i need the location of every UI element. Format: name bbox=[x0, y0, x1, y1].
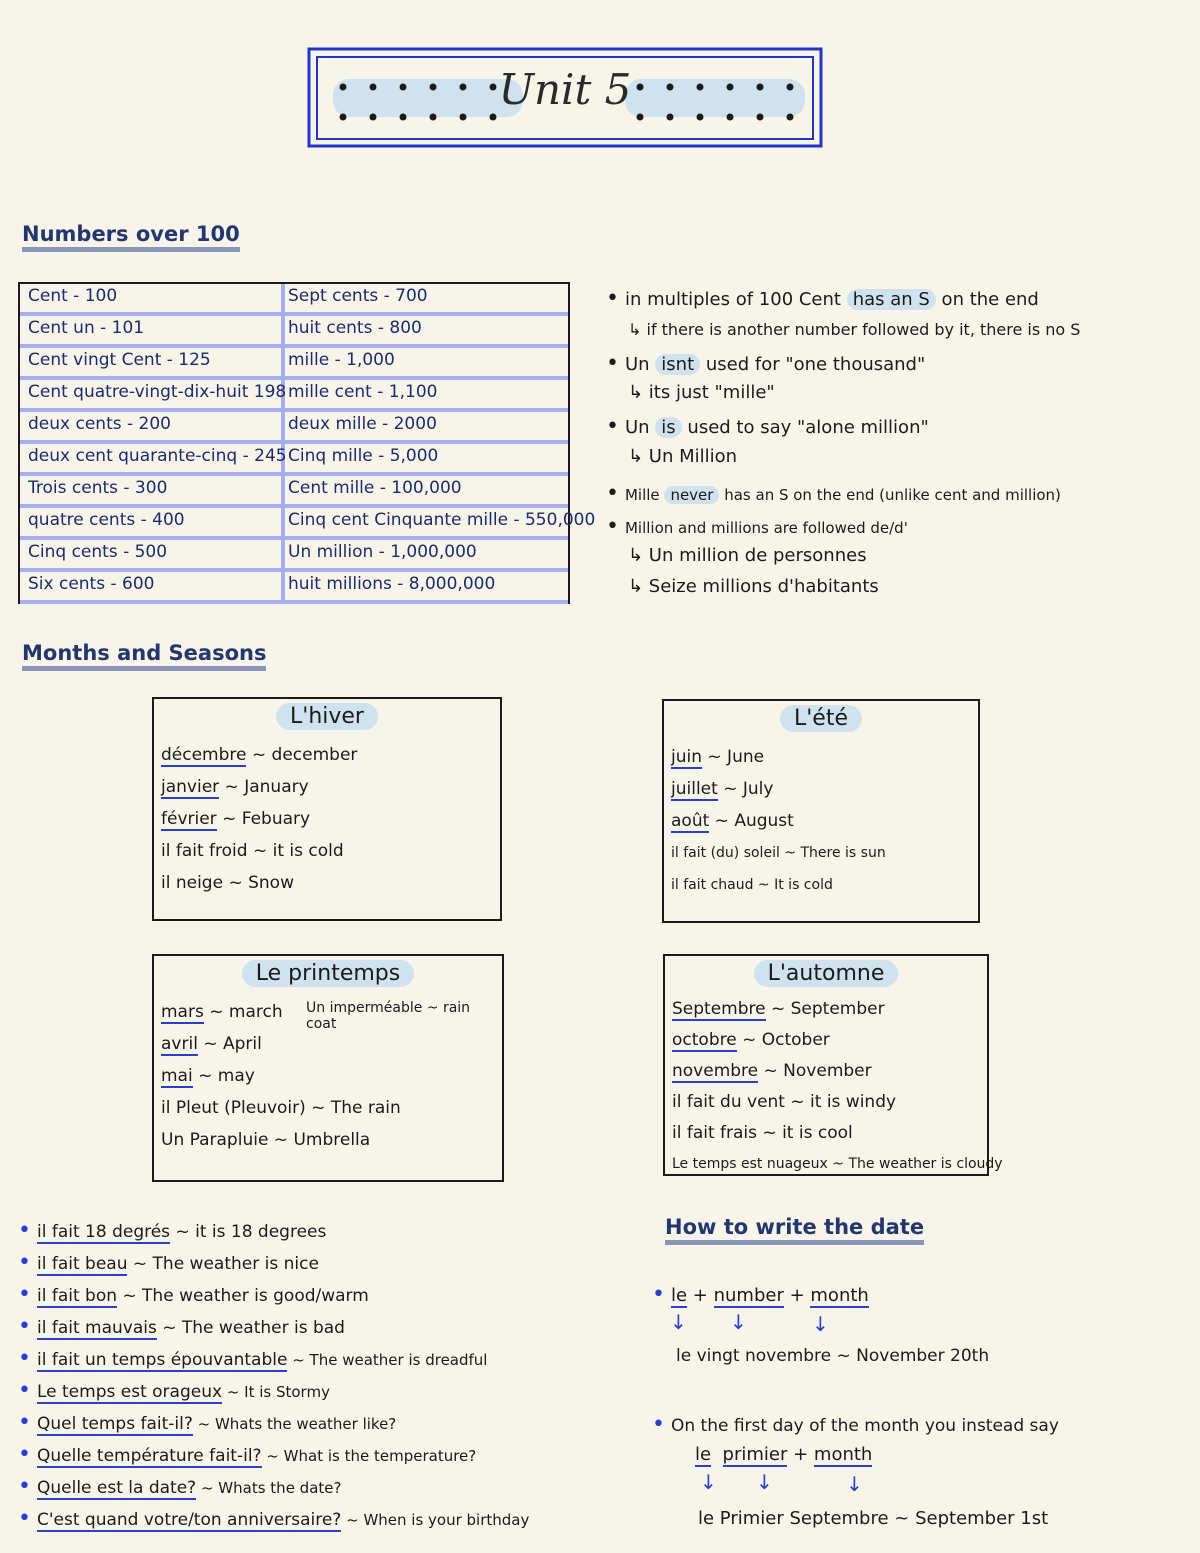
arrow-down-icon: ↓ bbox=[730, 1310, 747, 1334]
season-line: Un Parapluie ~ Umbrella bbox=[161, 1130, 371, 1150]
table-row bbox=[20, 348, 568, 380]
table-row bbox=[20, 540, 568, 572]
number-right: Cent mille - 100,000 bbox=[288, 478, 462, 498]
season-line: avril ~ April bbox=[161, 1034, 262, 1054]
ruled-line bbox=[20, 600, 568, 604]
number-left: Cent - 100 bbox=[28, 286, 118, 306]
season-title-printemps: Le printemps bbox=[242, 960, 414, 987]
bullet-icon: • bbox=[18, 1474, 31, 1499]
table-row bbox=[20, 316, 568, 348]
number-right: mille cent - 1,100 bbox=[288, 382, 438, 402]
season-line: il fait du vent ~ it is windy bbox=[672, 1092, 897, 1112]
number-right: huit cents - 800 bbox=[288, 318, 422, 338]
season-line: mai ~ may bbox=[161, 1066, 255, 1086]
number-left: Trois cents - 300 bbox=[28, 478, 168, 498]
season-line: Septembre ~ September bbox=[672, 999, 885, 1019]
number-note: • Mille never has an S on the end (unlike cent and million) bbox=[606, 481, 1061, 506]
bullet-icon: • bbox=[606, 481, 619, 506]
date-rule-2: • On the first day of the month you instead say bbox=[652, 1412, 1059, 1437]
season-line: mars ~ march bbox=[161, 1002, 283, 1022]
weather-phrase-list bbox=[18, 1215, 578, 1535]
season-line: juillet ~ July bbox=[671, 779, 774, 799]
number-left: deux cent quarante-cinq - 245 bbox=[28, 446, 287, 466]
season-line: août ~ August bbox=[671, 811, 794, 831]
season-hiver bbox=[152, 697, 502, 921]
season-line: octobre ~ October bbox=[672, 1030, 830, 1050]
table-row bbox=[20, 284, 568, 316]
number-left: Cent un - 101 bbox=[28, 318, 145, 338]
season-line: il neige ~ Snow bbox=[161, 873, 294, 893]
list-item: • Quelle est la date? ~ Whats the date? bbox=[18, 1474, 342, 1499]
bullet-icon: • bbox=[18, 1346, 31, 1371]
season-ete bbox=[662, 699, 980, 923]
season-title-hiver: L'hiver bbox=[276, 703, 378, 730]
list-item: • C'est quand votre/ton anniversaire? ~ When is your birthday bbox=[18, 1506, 530, 1531]
number-right: Cinq cent Cinquante mille - 550,000 bbox=[288, 510, 596, 530]
season-line: il fait froid ~ it is cold bbox=[161, 841, 344, 861]
table-row bbox=[20, 572, 568, 604]
date-heading: How to write the date bbox=[665, 1215, 924, 1245]
season-title-ete: L'été bbox=[780, 705, 862, 732]
bullet-icon: • bbox=[18, 1314, 31, 1339]
bullet-icon: • bbox=[18, 1282, 31, 1307]
number-right: huit millions - 8,000,000 bbox=[288, 574, 496, 594]
season-line: il fait frais ~ it is cool bbox=[672, 1123, 853, 1143]
number-left: quatre cents - 400 bbox=[28, 510, 185, 530]
number-note: • Un is used to say "alone million" bbox=[606, 414, 929, 439]
bullet-icon: • bbox=[18, 1410, 31, 1435]
number-left: deux cents - 200 bbox=[28, 414, 171, 434]
list-item: • Quel temps fait-il? ~ Whats the weather like? bbox=[18, 1410, 397, 1435]
number-note: ↳ its just "mille" bbox=[628, 382, 775, 403]
numbers-heading: Numbers over 100 bbox=[22, 222, 240, 252]
arrow-down-icon: ↓ bbox=[700, 1470, 717, 1494]
list-item: • il fait 18 degrés ~ it is 18 degrees bbox=[18, 1218, 327, 1243]
table-row bbox=[20, 380, 568, 412]
number-right: Un million - 1,000,000 bbox=[288, 542, 477, 562]
season-printemps bbox=[152, 954, 504, 1182]
number-right: mille - 1,000 bbox=[288, 350, 395, 370]
season-line: il fait chaud ~ It is cold bbox=[671, 877, 833, 893]
season-line: juin ~ June bbox=[671, 747, 765, 767]
date-example-2: le Primier Septembre ~ September 1st bbox=[698, 1508, 1049, 1529]
date-formula-1: • le + number + month bbox=[652, 1282, 869, 1307]
bullet-icon: • bbox=[18, 1506, 31, 1531]
number-left: Cent quatre-vingt-dix-huit 198 bbox=[28, 382, 287, 402]
title-banner bbox=[305, 45, 825, 150]
number-note: ↳ Un Million bbox=[628, 446, 738, 467]
date-example-1: le vingt novembre ~ November 20th bbox=[676, 1346, 990, 1366]
number-note: ↳ Un million de personnes bbox=[628, 545, 867, 566]
bullet-icon: • bbox=[18, 1378, 31, 1403]
number-right: deux mille - 2000 bbox=[288, 414, 437, 434]
bullet-icon: • bbox=[606, 414, 619, 439]
number-left: Six cents - 600 bbox=[28, 574, 155, 594]
arrow-down-icon: ↓ bbox=[756, 1470, 773, 1494]
list-item: • il fait beau ~ The weather is nice bbox=[18, 1250, 319, 1275]
table-row bbox=[20, 476, 568, 508]
number-note: ↳ if there is another number followed by it, there is no S bbox=[628, 320, 1081, 339]
season-automne bbox=[663, 954, 1003, 1176]
bullet-icon: • bbox=[606, 351, 619, 376]
number-note: ↳ Seize millions d'habitants bbox=[628, 576, 879, 597]
bullet-icon: • bbox=[606, 286, 619, 311]
season-line: novembre ~ November bbox=[672, 1061, 872, 1081]
arrow-down-icon: ↓ bbox=[670, 1310, 687, 1334]
raincoat-note: Un imperméable ~ rain coat bbox=[306, 1000, 471, 1032]
season-title-automne: L'automne bbox=[754, 960, 899, 987]
season-line: il Pleut (Pleuvoir) ~ The rain bbox=[161, 1098, 401, 1118]
bullet-icon: • bbox=[606, 514, 619, 539]
table-row bbox=[20, 412, 568, 444]
season-line: février ~ Febuary bbox=[161, 809, 311, 829]
list-item: • il fait bon ~ The weather is good/warm bbox=[18, 1282, 369, 1307]
season-line: Le temps est nuageux ~ The weather is cloudy bbox=[672, 1156, 1003, 1172]
numbers-table bbox=[18, 282, 596, 604]
list-item: • Quelle température fait-il? ~ What is the temperature? bbox=[18, 1442, 477, 1467]
number-note: • Un isnt used for "one thousand" bbox=[606, 351, 926, 376]
number-left: Cent vingt Cent - 125 bbox=[28, 350, 211, 370]
bullet-icon: • bbox=[18, 1218, 31, 1243]
table-row bbox=[20, 508, 596, 540]
table-row bbox=[20, 444, 568, 476]
date-formula-2: le primier + month bbox=[695, 1444, 873, 1465]
season-line: janvier ~ January bbox=[161, 777, 309, 797]
arrow-down-icon: ↓ bbox=[846, 1472, 863, 1496]
months-heading: Months and Seasons bbox=[22, 641, 266, 671]
season-line: il fait (du) soleil ~ There is sun bbox=[671, 845, 886, 861]
page-title: Unit 5 bbox=[498, 65, 632, 114]
arrow-down-icon: ↓ bbox=[812, 1312, 829, 1336]
number-right: Cinq mille - 5,000 bbox=[288, 446, 439, 466]
number-left: Cinq cents - 500 bbox=[28, 542, 168, 562]
season-line: décembre ~ december bbox=[161, 745, 358, 765]
number-note: • Million and millions are followed de/d' bbox=[606, 514, 908, 539]
number-right: Sept cents - 700 bbox=[288, 286, 428, 306]
list-item: • Le temps est orageux ~ It is Stormy bbox=[18, 1378, 330, 1403]
bullet-icon: • bbox=[18, 1250, 31, 1275]
list-item: • il fait un temps épouvantable ~ The weather is dreadful bbox=[18, 1346, 488, 1371]
list-item: • il fait mauvais ~ The weather is bad bbox=[18, 1314, 345, 1339]
bullet-icon: • bbox=[18, 1442, 31, 1467]
number-note: • in multiples of 100 Cent has an S on the end bbox=[606, 286, 1039, 311]
